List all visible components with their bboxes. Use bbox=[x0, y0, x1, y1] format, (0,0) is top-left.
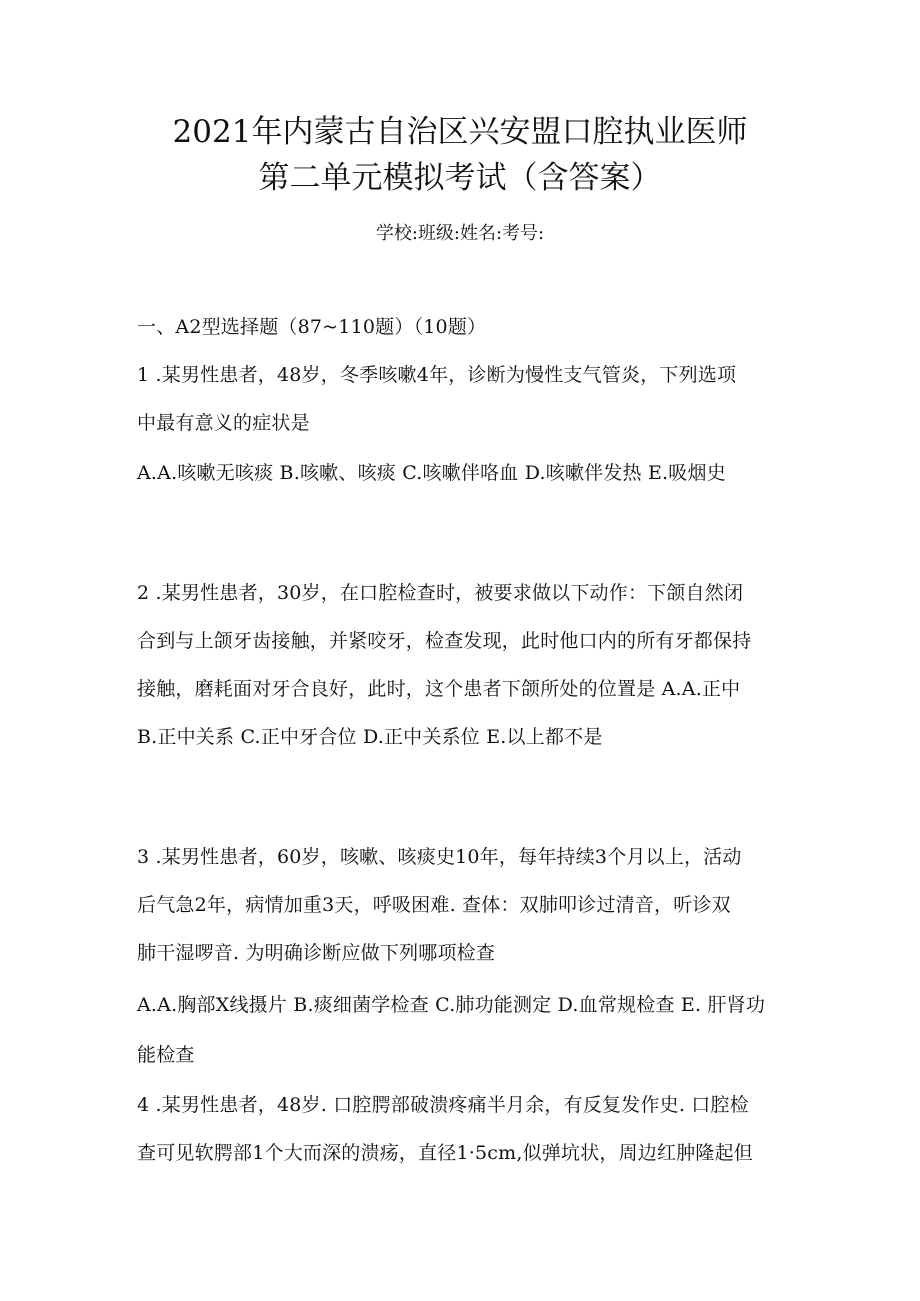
question-3-line-1: 3 .某男性患者，60岁，咳嗽、咳痰史10年，每年持续3个月以上，活动 bbox=[137, 846, 742, 868]
question-1-options: A.A.咳嗽无咳痰 B.咳嗽、咳痰 C.咳嗽伴咯血 D.咳嗽伴发热 E.吸烟史 bbox=[137, 462, 726, 484]
section-heading: 一、A2型选择题（87~110题）（10题） bbox=[137, 316, 487, 338]
question-3-line-2: 后气急2年，病情加重3天，呼吸困难. 查体：双肺叩诊过清音，听诊双 bbox=[137, 894, 731, 916]
question-1-line-1: 1 .某男性患者，48岁，冬季咳嗽4年，诊断为慢性支气管炎，下列选项 bbox=[137, 364, 737, 386]
question-2-options: B.正中关系 C.正中牙合位 D.正中关系位 E.以上都不是 bbox=[137, 726, 603, 748]
question-2-line-3: 接触，磨耗面对牙合良好，此时，这个患者下颌所处的位置是 A.A.正中 bbox=[137, 678, 741, 700]
question-4-line-1: 4 .某男性患者，48岁. 口腔腭部破溃疼痛半月余，有反复发作史. 口腔检 bbox=[137, 1094, 749, 1116]
question-2-line-1: 2 .某男性患者，30岁，在口腔检查时，被要求做以下动作：下颌自然闭 bbox=[137, 582, 744, 604]
question-3-line-3: 肺干湿啰音. 为明确诊断应做下列哪项检查 bbox=[137, 942, 496, 964]
question-2-line-2: 合到与上颌牙齿接触，并紧咬牙，检查发现，此时他口内的所有牙都保持 bbox=[137, 630, 752, 652]
question-4-line-2: 查可见软腭部1个大而深的溃疡，直径1·5cm,似弹坑状，周边红肿隆起但 bbox=[137, 1142, 754, 1164]
document-title-line-1: 2021年内蒙古自治区兴安盟口腔执业医师 bbox=[172, 114, 748, 150]
question-3-options-cont: 能检查 bbox=[137, 1044, 195, 1066]
student-info-line: 学校:班级:姓名:考号: bbox=[375, 223, 545, 244]
question-3-options: A.A.胸部X线摄片 B.痰细菌学检查 C.肺功能测定 D.血常规检查 E. 肝肾功 bbox=[137, 994, 766, 1016]
document-title-line-2: 第二单元模拟考试（含答案） bbox=[258, 160, 662, 196]
question-1-line-2: 中最有意义的症状是 bbox=[137, 412, 310, 434]
